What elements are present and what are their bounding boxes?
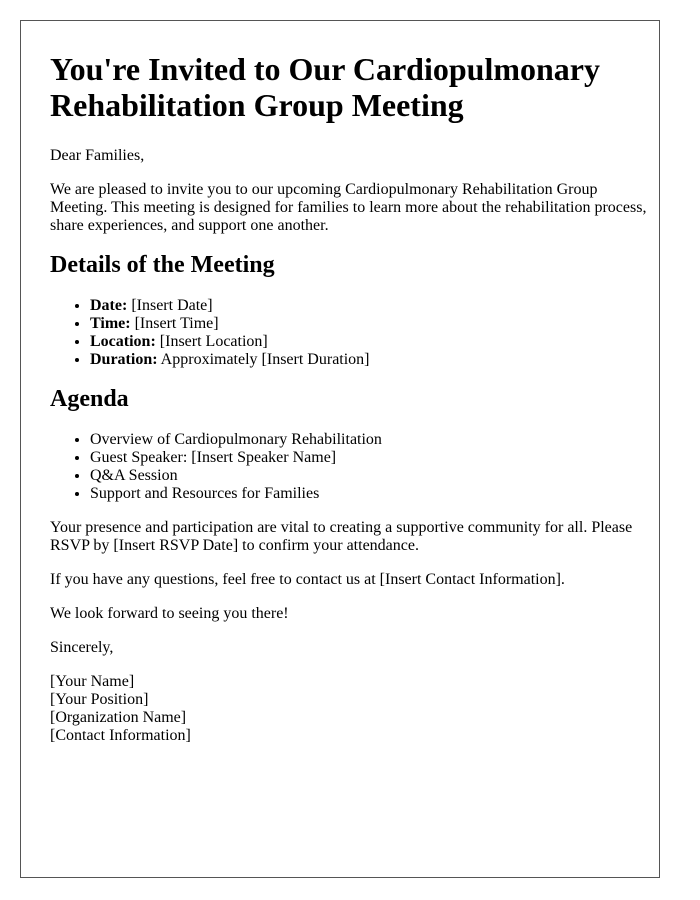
contact-paragraph: If you have any questions, feel free to contact us at [Insert Contact Information]. xyxy=(50,571,565,588)
agenda-item: • Overview of Cardiopulmonary Rehabilitation xyxy=(90,431,650,449)
agenda-item: • Support and Resources for Families xyxy=(90,485,650,503)
details-heading: Details of the Meeting xyxy=(50,252,275,278)
agenda-list xyxy=(50,431,650,503)
details-item-date xyxy=(90,297,650,315)
details-item-time xyxy=(90,315,650,333)
closing-line: We look forward to seeing you there! xyxy=(50,605,289,622)
signature-position: [Your Position] xyxy=(50,691,149,708)
details-item-duration xyxy=(90,351,650,369)
letter-page xyxy=(20,20,660,878)
details-list xyxy=(50,297,650,369)
details-value: Approximately [Insert Duration] xyxy=(157,351,370,368)
details-label: Time: xyxy=(90,315,131,332)
signature-contact: [Contact Information] xyxy=(50,727,191,744)
letter-content xyxy=(50,51,650,745)
rsvp-paragraph: Your presence and participation are vital to creating a supportive community for all. Please RSVP by [Insert RSVP Date] to confirm your attendance. xyxy=(50,519,633,554)
intro-paragraph: We are pleased to invite you to our upcoming Cardiopulmonary Rehabilitation Group Meeting. This meeting is designed for families to learn more about the rehabilitation process, share experiences, and support one another. xyxy=(50,181,647,234)
details-value: [Insert Date] xyxy=(127,297,213,314)
agenda-heading: Agenda xyxy=(50,386,129,412)
agenda-item: • Q&A Session xyxy=(90,467,650,485)
details-value: [Insert Location] xyxy=(155,333,268,350)
details-label: Location: xyxy=(90,333,156,350)
page-title: You're Invited to Our Cardiopulmonary Rehabilitation Group Meeting xyxy=(50,51,600,123)
greeting: Dear Families, xyxy=(50,147,145,164)
signature-organization: [Organization Name] xyxy=(50,709,187,726)
details-label: Duration: xyxy=(90,351,158,368)
details-label: Date: xyxy=(90,297,128,314)
signature-block xyxy=(50,673,650,745)
details-value: [Insert Time] xyxy=(130,315,219,332)
signoff: Sincerely, xyxy=(50,639,114,656)
details-item-location xyxy=(90,333,650,351)
agenda-item: • Guest Speaker: [Insert Speaker Name] xyxy=(90,449,650,467)
signature-name: [Your Name] xyxy=(50,673,135,690)
